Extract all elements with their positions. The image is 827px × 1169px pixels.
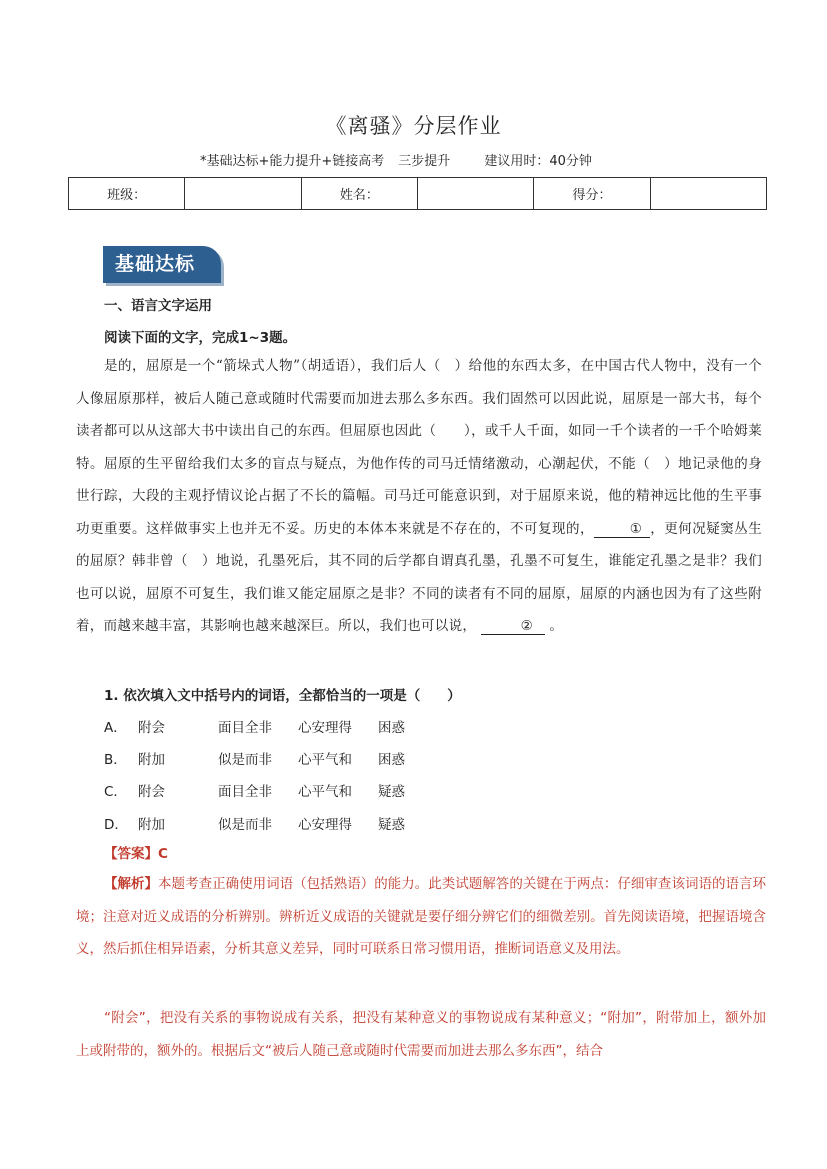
option-word: 面目全非 (218, 720, 272, 736)
subtitle-steps: *基础达标+能力提升+链接高考 (200, 154, 385, 169)
option-word: 附会 (138, 784, 165, 800)
page-title: 《离骚》分层作业 (325, 114, 502, 138)
score-label: 得分： (534, 178, 650, 210)
option-c[interactable] (104, 780, 405, 800)
option-word: 似是而非 (218, 817, 272, 833)
option-word: 附加 (138, 817, 165, 833)
option-word: 困惑 (378, 752, 405, 768)
blank-1: ① (594, 521, 650, 538)
subtitle-time: 建议用时：40分钟 (484, 154, 592, 169)
analysis-label: 【解析】 (104, 876, 159, 892)
blank-2: ② (481, 618, 545, 635)
option-word: 附会 (138, 720, 165, 736)
option-letter: B． (104, 752, 127, 768)
option-word: 心平气和 (298, 784, 352, 800)
option-word: 困惑 (378, 720, 405, 736)
passage-part-1: 是的，屈原是一个“箭垛式人物”（胡适语），我们后人（ ）给他的东西太多，在中国古代人物中，没有一个人像屈原那样，被后人随己意或随时代需要而加进去那么多东西。我们固然可以因此说，屈原是一部大书，每个读者都可以从这部大书中读出自己的东西。但屈原也因此（ ），或千人千面，如同一千个读者的一千个哈姆莱特。屈原的生平留给我们太多的盲点与疑点，为他作传的司马迁情绪激动，心潮起伏，不能（ ）地记录他的身世行踪，大段的主观抒情议论占据了不长的篇幅。司马迁可能意识到，对于屈原来说，他的精神远比他的生平事功更重要。这样做事实上也并无不妥。历史的本体本来就是不存在的，不可复现的， (76, 358, 762, 537)
class-field[interactable] (185, 178, 301, 210)
answer (104, 842, 168, 862)
question-1: 1. 依次填入文中括号内的词语，全都恰当的一项是（ ） (104, 688, 461, 704)
name-label: 姓名： (301, 178, 417, 210)
subtitle (200, 150, 592, 169)
option-word: 似是而非 (218, 752, 272, 768)
analysis-text: 本题考查正确使用词语（包括熟语）的能力。此类试题解答的关键在于两点：仔细审查该词语的语言环境；注意对近义成语的分析辨别。辨析近义成语的关键就是要仔细分辨它们的细微差别。首先阅读语境，把握语境含义，然后抓住相异语素，分析其意义差异，同时可联系日常习惯用语，推断词语意义及用法。 (76, 876, 767, 957)
option-word: 心安理得 (298, 817, 352, 833)
option-letter: D． (104, 817, 128, 833)
option-word: 附加 (138, 752, 165, 768)
answer-label: 【答案】 (104, 846, 158, 862)
option-letter: A． (104, 720, 127, 736)
option-letter: C． (104, 784, 127, 800)
analysis (76, 868, 766, 966)
option-word: 心安理得 (298, 720, 352, 736)
reading-passage (76, 350, 762, 643)
info-table (68, 177, 767, 210)
option-word: 心平气和 (298, 752, 352, 768)
option-d[interactable] (104, 813, 405, 833)
instruction: 阅读下面的文字，完成1~3题。 (104, 330, 297, 346)
analysis-continued: “附会”，把没有关系的事物说成有关系，把没有某种意义的事物说成有某种意义；“附加”，附带加上，额外加上或附带的，额外的。根据后文“被后人随己意或随时代需要而加进去那么多东西”，结合 (76, 1010, 766, 1059)
passage-part-2: ，更何况疑窦丛生的屈原？韩非曾（ ）地说，孔墨死后，其不同的后学都自谓真孔墨，孔墨不可复生，谁能定孔墨之是非？我们也可以说，屈原不可复生，我们谁又能定屈原之是非？不同的读者有不同的屈原，屈原的内涵也因为有了这些附着，而越来越丰富，其影响也越来越深巨。所以，我们也可以说， (76, 520, 762, 634)
score-field[interactable] (650, 178, 766, 210)
option-word: 疑惑 (378, 817, 405, 833)
passage-part-3: 。 (549, 618, 564, 634)
option-word: 面目全非 (218, 784, 272, 800)
section-badge: 基础达标 (103, 246, 221, 283)
option-a[interactable] (104, 716, 405, 736)
section-heading: 一、语言文字运用 (104, 298, 212, 314)
class-label: 班级： (69, 178, 185, 210)
option-b[interactable] (104, 748, 405, 768)
name-field[interactable] (417, 178, 533, 210)
subtitle-three: 三步提升 (398, 154, 451, 169)
answer-value: C (158, 846, 168, 862)
option-word: 疑惑 (378, 784, 405, 800)
